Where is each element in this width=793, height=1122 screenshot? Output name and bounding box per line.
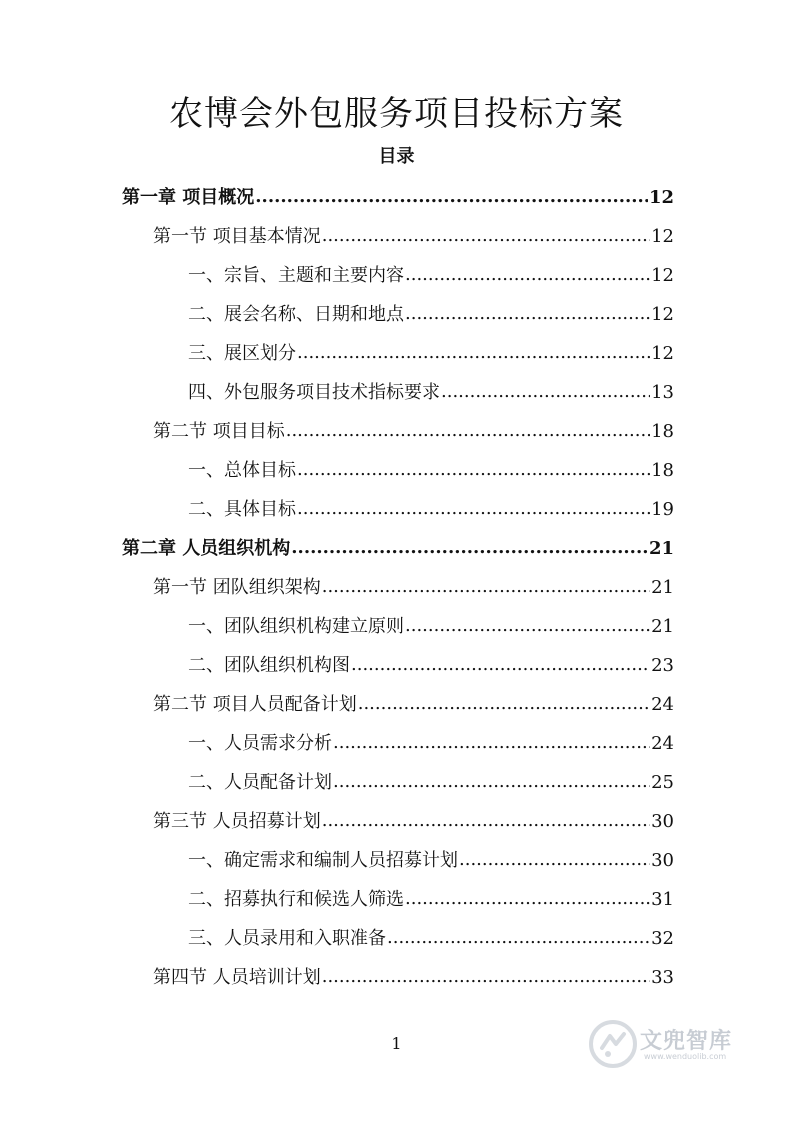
toc-entry-label: 一、确定需求和编制人员招募计划: [188, 850, 458, 871]
toc-entry-page: 32: [651, 928, 674, 949]
toc-entry-page: 12: [651, 265, 674, 286]
toc-entry-label: 一、总体目标: [188, 460, 296, 481]
toc-entry-page: 30: [651, 811, 674, 832]
page-number: 1: [391, 1034, 402, 1053]
toc-entry[interactable]: [153, 222, 674, 252]
toc-leader: [405, 260, 650, 290]
toc-entry[interactable]: [188, 300, 674, 330]
toc-leader: [459, 845, 650, 875]
toc-entry[interactable]: [188, 846, 674, 876]
toc-entry[interactable]: [188, 729, 674, 759]
toc-entry-label: 一、宗旨、主题和主要内容: [188, 265, 404, 286]
toc-heading: 目录: [378, 146, 415, 167]
toc-entry-label: 二、人员配备计划: [188, 772, 332, 793]
toc-leader: [441, 377, 650, 407]
toc-entry[interactable]: [188, 924, 674, 954]
toc-entry-label: 一、人员需求分析: [188, 733, 332, 754]
toc-leader: [322, 962, 650, 992]
toc-entry-page: 12: [648, 187, 674, 208]
toc-leader: [405, 299, 650, 329]
toc-leader: [286, 416, 650, 446]
toc-entry-page: 12: [651, 343, 674, 364]
toc-entry[interactable]: [188, 612, 674, 642]
toc-entry[interactable]: [153, 417, 674, 447]
toc-entry[interactable]: [188, 339, 674, 369]
toc-entry[interactable]: [188, 885, 674, 915]
toc-entry-label: 第三节 人员招募计划: [153, 811, 321, 832]
watermark-text: 文兜智库: [640, 1029, 733, 1054]
toc-entry-page: 31: [651, 889, 674, 910]
toc-entry-page: 24: [651, 733, 674, 754]
toc-entry-page: 19: [651, 499, 674, 520]
toc-entry-label: 二、具体目标: [188, 499, 296, 520]
toc-entry[interactable]: [153, 690, 674, 720]
toc-entry-page: 21: [648, 538, 674, 559]
toc-entry[interactable]: [122, 183, 674, 213]
toc-entry[interactable]: [153, 573, 674, 603]
toc-entry-page: 33: [651, 967, 674, 988]
toc-leader: [297, 338, 650, 368]
toc-entry-page: 21: [651, 577, 674, 598]
toc-entry[interactable]: [122, 534, 674, 564]
toc-entry[interactable]: [188, 495, 674, 525]
toc-entry-label: 第四节 人员培训计划: [153, 967, 321, 988]
toc-leader: [333, 767, 650, 797]
toc-entry[interactable]: [188, 261, 674, 291]
toc-entry-page: 12: [651, 304, 674, 325]
toc-entry-label: 二、招募执行和候选人筛选: [188, 889, 404, 910]
toc-entry-page: 12: [651, 226, 674, 247]
toc-entry-label: 三、人员录用和入职准备: [188, 928, 386, 949]
watermark: [588, 1018, 758, 1074]
toc-entry[interactable]: [153, 963, 674, 993]
toc-leader: [297, 494, 650, 524]
toc-leader: [387, 923, 650, 953]
toc-entry-label: 四、外包服务项目技术指标要求: [188, 382, 440, 403]
toc-leader: [351, 650, 650, 680]
wendoc-logo-icon: [588, 1018, 638, 1070]
toc-entry-label: 一、团队组织机构建立原则: [188, 616, 404, 637]
toc-entry-label: 第二节 项目目标: [153, 421, 285, 442]
toc-entry-label: 第二章 人员组织机构: [122, 538, 291, 559]
toc-entry-label: 二、展会名称、日期和地点: [188, 304, 404, 325]
toc-leader: [322, 572, 650, 602]
toc-entry[interactable]: [153, 807, 674, 837]
toc-entry-page: 21: [651, 616, 674, 637]
toc-entry-label: 第一节 项目基本情况: [153, 226, 321, 247]
toc-entry-page: 18: [651, 460, 674, 481]
toc-leader: [405, 884, 650, 914]
toc-entry-label: 第二节 项目人员配备计划: [153, 694, 357, 715]
toc-leader: [297, 455, 650, 485]
toc-entry[interactable]: [188, 456, 674, 486]
toc-entry-page: 18: [651, 421, 674, 442]
toc-entry-page: 23: [651, 655, 674, 676]
toc-entry[interactable]: [188, 378, 674, 408]
toc-leader: [333, 728, 650, 758]
toc-leader: [322, 806, 650, 836]
watermark-url: www.wenduolib.com: [644, 1052, 727, 1061]
toc-entry[interactable]: [188, 651, 674, 681]
toc-entry-label: 三、展区划分: [188, 343, 296, 364]
toc-entry-page: 30: [651, 850, 674, 871]
document-title: 农博会外包服务项目投标方案: [169, 94, 624, 134]
toc-leader: [358, 689, 650, 719]
toc-leader: [405, 611, 650, 641]
toc-leader: [255, 182, 648, 212]
toc-leader: [322, 221, 650, 251]
toc-entry-label: 第一章 项目概况: [122, 187, 255, 208]
toc-entry-page: 25: [651, 772, 674, 793]
toc-leader: [291, 533, 648, 563]
toc-entry-page: 24: [651, 694, 674, 715]
toc-entry-label: 第一节 团队组织架构: [153, 577, 321, 598]
toc-entry-page: 13: [651, 382, 674, 403]
toc-entry-label: 二、团队组织机构图: [188, 655, 350, 676]
toc-entry[interactable]: [188, 768, 674, 798]
